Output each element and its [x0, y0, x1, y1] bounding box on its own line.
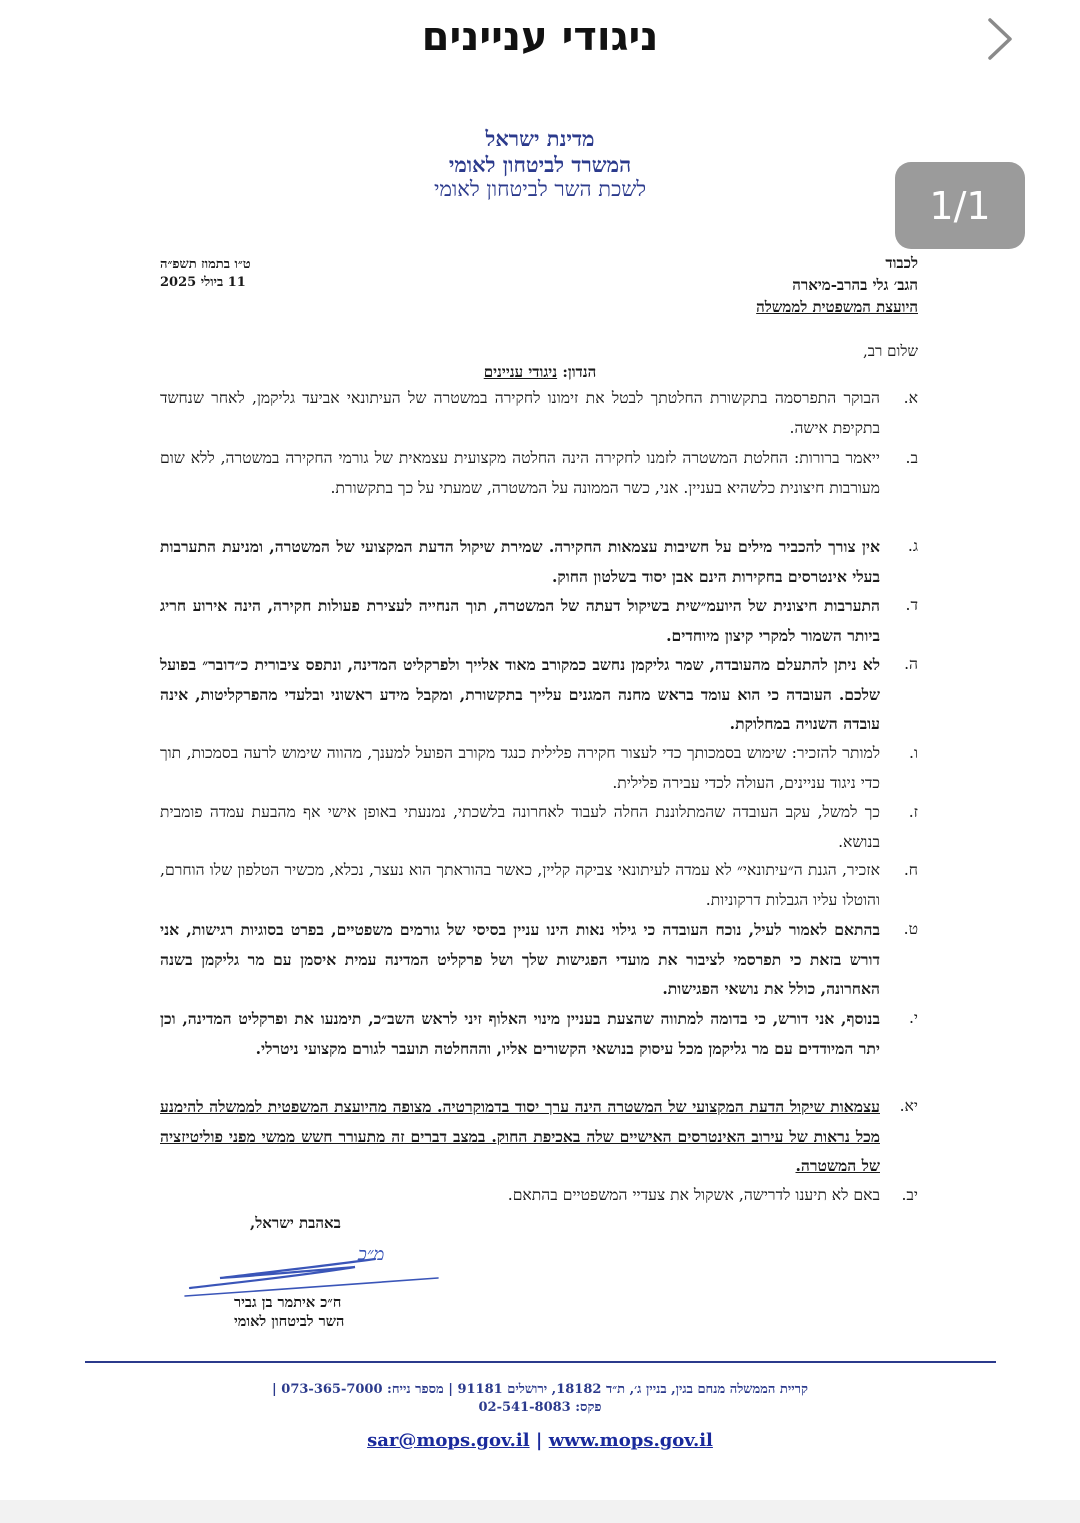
addressee-name: הגב׳ גלי בהרב-מיארה [792, 276, 918, 294]
paragraph-marker: י. [908, 1009, 918, 1027]
letterhead-state: מדינת ישראל [485, 126, 595, 151]
chevron-right-icon[interactable] [982, 16, 1018, 62]
signatory-title: השר לביטחון לאומי [234, 1313, 345, 1330]
paragraph-marker: א. [903, 389, 918, 407]
paragraph-text: לא ניתן להתעלם מהעובדה, שמר גליקמן נחשב כמקורב מאוד אלייך ולפרקליט המדינה, ונתפס ציבורית כ״דובר״ בפועל שלכם. העובדה כי הוא עומד בראש מחנה המגנים עלייך בתקשורת, ומקבל מידע ראשוני ובלעדי מהפרקליטות, אינה עובדה השנויה במחלוקת. [160, 655, 880, 733]
footer-divider [85, 1361, 996, 1363]
greeting: שלום רב, [863, 342, 918, 360]
paragraph [160, 384, 918, 443]
paragraph-marker: יב. [901, 1186, 918, 1204]
viewer-bottom-bar [0, 1500, 1080, 1523]
paragraph-marker: ח. [903, 861, 918, 879]
paragraph-text: כך למשל, עקב העובדה שהמתלוננת החלה לעבוד לאחרונה בלשכתי, נמנעתי באופן אישי אף מהבעת עמדה פומבית בנושא. [160, 803, 880, 851]
footer-link-separator: | [535, 1430, 543, 1451]
footer-website-link[interactable]: www.mops.gov.il [548, 1430, 713, 1451]
closing-line: באהבת ישראל, [250, 1214, 341, 1232]
paragraph [160, 591, 918, 650]
letterhead-office: לשכת השר לביטחון לאומי [433, 177, 647, 201]
paragraph-marker: יא. [899, 1097, 918, 1115]
footer-links [0, 1430, 1080, 1451]
paragraph-text: אזכיר, הגנת ה״עיתונאי״ לא עמדה לעיתונאי צביקה קליין, כאשר בהוראתך הוא נעצר, נכלא, מכשיר הטלפון שלו הוחרם, והוטלו עליו הגבלות דרקוניות. [160, 861, 880, 909]
paragraph-marker: ב. [905, 449, 918, 467]
paragraph-marker: ז. [908, 803, 918, 821]
paragraph-marker: ד. [905, 596, 918, 614]
paragraph-marker: ג. [907, 537, 918, 555]
paragraph-text: בנוסף, אני דורש, כי בדומה למתווה שהצעת בעניין מינוי האלוף זיני לראש השב״כ, תימנעו את ופרקליט המדינה, וכן יתר המיודדים עם מר גליקמן מכל עיסוק בנושאי הקשורים אליו, וההחלטה תועבר לגורם מקצועי ניטרלי. [160, 1009, 880, 1058]
paragraph-text: הבוקר התפרסמה בתקשורת החלטתך לבטל את זימונו לחקירה במשטרה של העיתונאי אביעד גליקמן, לאחר שנחשד בתקיפת אישה. [160, 389, 880, 437]
paragraph-marker: ו. [909, 744, 918, 762]
document-title: ניגודי עניינים [421, 14, 659, 60]
footer-address: קריית הממשלה מנחם בגין, בניין ג׳, ת״ד 18182, ירושלים 91181 | מספר נייח: 073-365-7000 | [272, 1382, 808, 1397]
paragraph-text: עצמאות שיקול הדעת המקצועי של המשטרה הינה ערך יסוד בדמוקרטיה. מצופה מהיועצת המשפטית לממשלה להימנע מכל נראות של עירוב האינטרסים האישיים שלה באכיפת החוק. במצב דברים זה מתעורר חשש ממשי מפני פוליטיזציה של המשטרה. [160, 1097, 880, 1175]
paragraph-marker: ה. [904, 655, 918, 673]
paragraph [160, 650, 918, 739]
paragraph-text: בהתאם לאמור לעיל, נוכח העובדה כי גילוי נאות הינו עניין בסיסי של גורמים משפטיים, בפרט בסוגיות רגישות, אני דורש בזאת כי תפרסמי לציבור את מועדי הפגישות שלך ושל פרקליט המדינה עמית איסמן עם מר גליקמן בשנה האחרונה, כולל את נושאי הפגישות. [160, 920, 880, 998]
paragraph [160, 856, 918, 915]
subject-label: הנדון: [562, 363, 597, 381]
gregorian-date: 11 ביולי 2025 [160, 275, 246, 290]
paragraph [160, 1004, 918, 1063]
paragraph [160, 1181, 918, 1211]
page-indicator-badge: 1/1 [895, 162, 1025, 249]
paragraph-text: התערבות חיצונית של היועמ״שית בשיקול דעתה של המשטרה, תוך הנחייה לעצירת פעולות חקירה, הינה אירוע חריג ביותר השמור למקרי קיצון מיוחדים. [160, 596, 880, 645]
addressee-salutation: לכבוד [885, 254, 918, 272]
paragraph [160, 739, 918, 798]
signatory-name: ח״כ איתמר בן גביר [234, 1294, 342, 1311]
paragraph [160, 798, 918, 857]
paragraph-text: באם לא תיענו לדרישה, אשקול את צעדיי המשפטיים בהתאם. [507, 1186, 880, 1204]
paragraph-marker: ט. [903, 920, 918, 938]
subject-line [0, 363, 1080, 382]
paragraph-text: ייאמר ברורות: החלטת המשטרה לזמנו לחקירה הינה החלטה מקצועית עצמאית של גורמי החקירה במשטרה, ללא שום מעורבות חיצונית כלשהיא בעניין. אני, כשר הממונה על המשטרה, שמעתי על כך בתקשורת. [160, 449, 880, 497]
paragraph-text: למותר להזכיר: שימוש בסמכותך כדי לעצור חקירה פלילית כנגד מקורב הפועל למענך, מהווה שימוש לרעה בסמכות, תוך כדי ניגוד עניינים, העולה לכדי עבירה פלילית. [160, 744, 880, 792]
footer-email-link[interactable]: sar@mops.gov.il [367, 1430, 530, 1451]
paragraph [160, 532, 918, 591]
letterhead-ministry: המשרד לביטחון לאומי [448, 152, 632, 177]
hebrew-date: ט״ו בתמוז תשפ״ה [160, 257, 251, 272]
subject-value: ניגודי עניינים [483, 363, 558, 381]
paragraph-text: אין צורך להכביר מילים על חשיבות עצמאות החקירה. שמירת שיקול הדעת המקצועי של המשטרה, ומניעת התערבות בעלי אינטרסים בחקירות הינם אבן יסוד בשלטון החוק. [160, 537, 880, 586]
paragraph [160, 915, 918, 1004]
paragraph [160, 1092, 918, 1181]
signature-mark: מ״כ [358, 1244, 385, 1265]
footer-fax: פקס: 02-541-8083 [478, 1400, 602, 1415]
addressee-title: היועצת המשפטית לממשלה [756, 298, 918, 316]
paragraph [160, 444, 918, 503]
